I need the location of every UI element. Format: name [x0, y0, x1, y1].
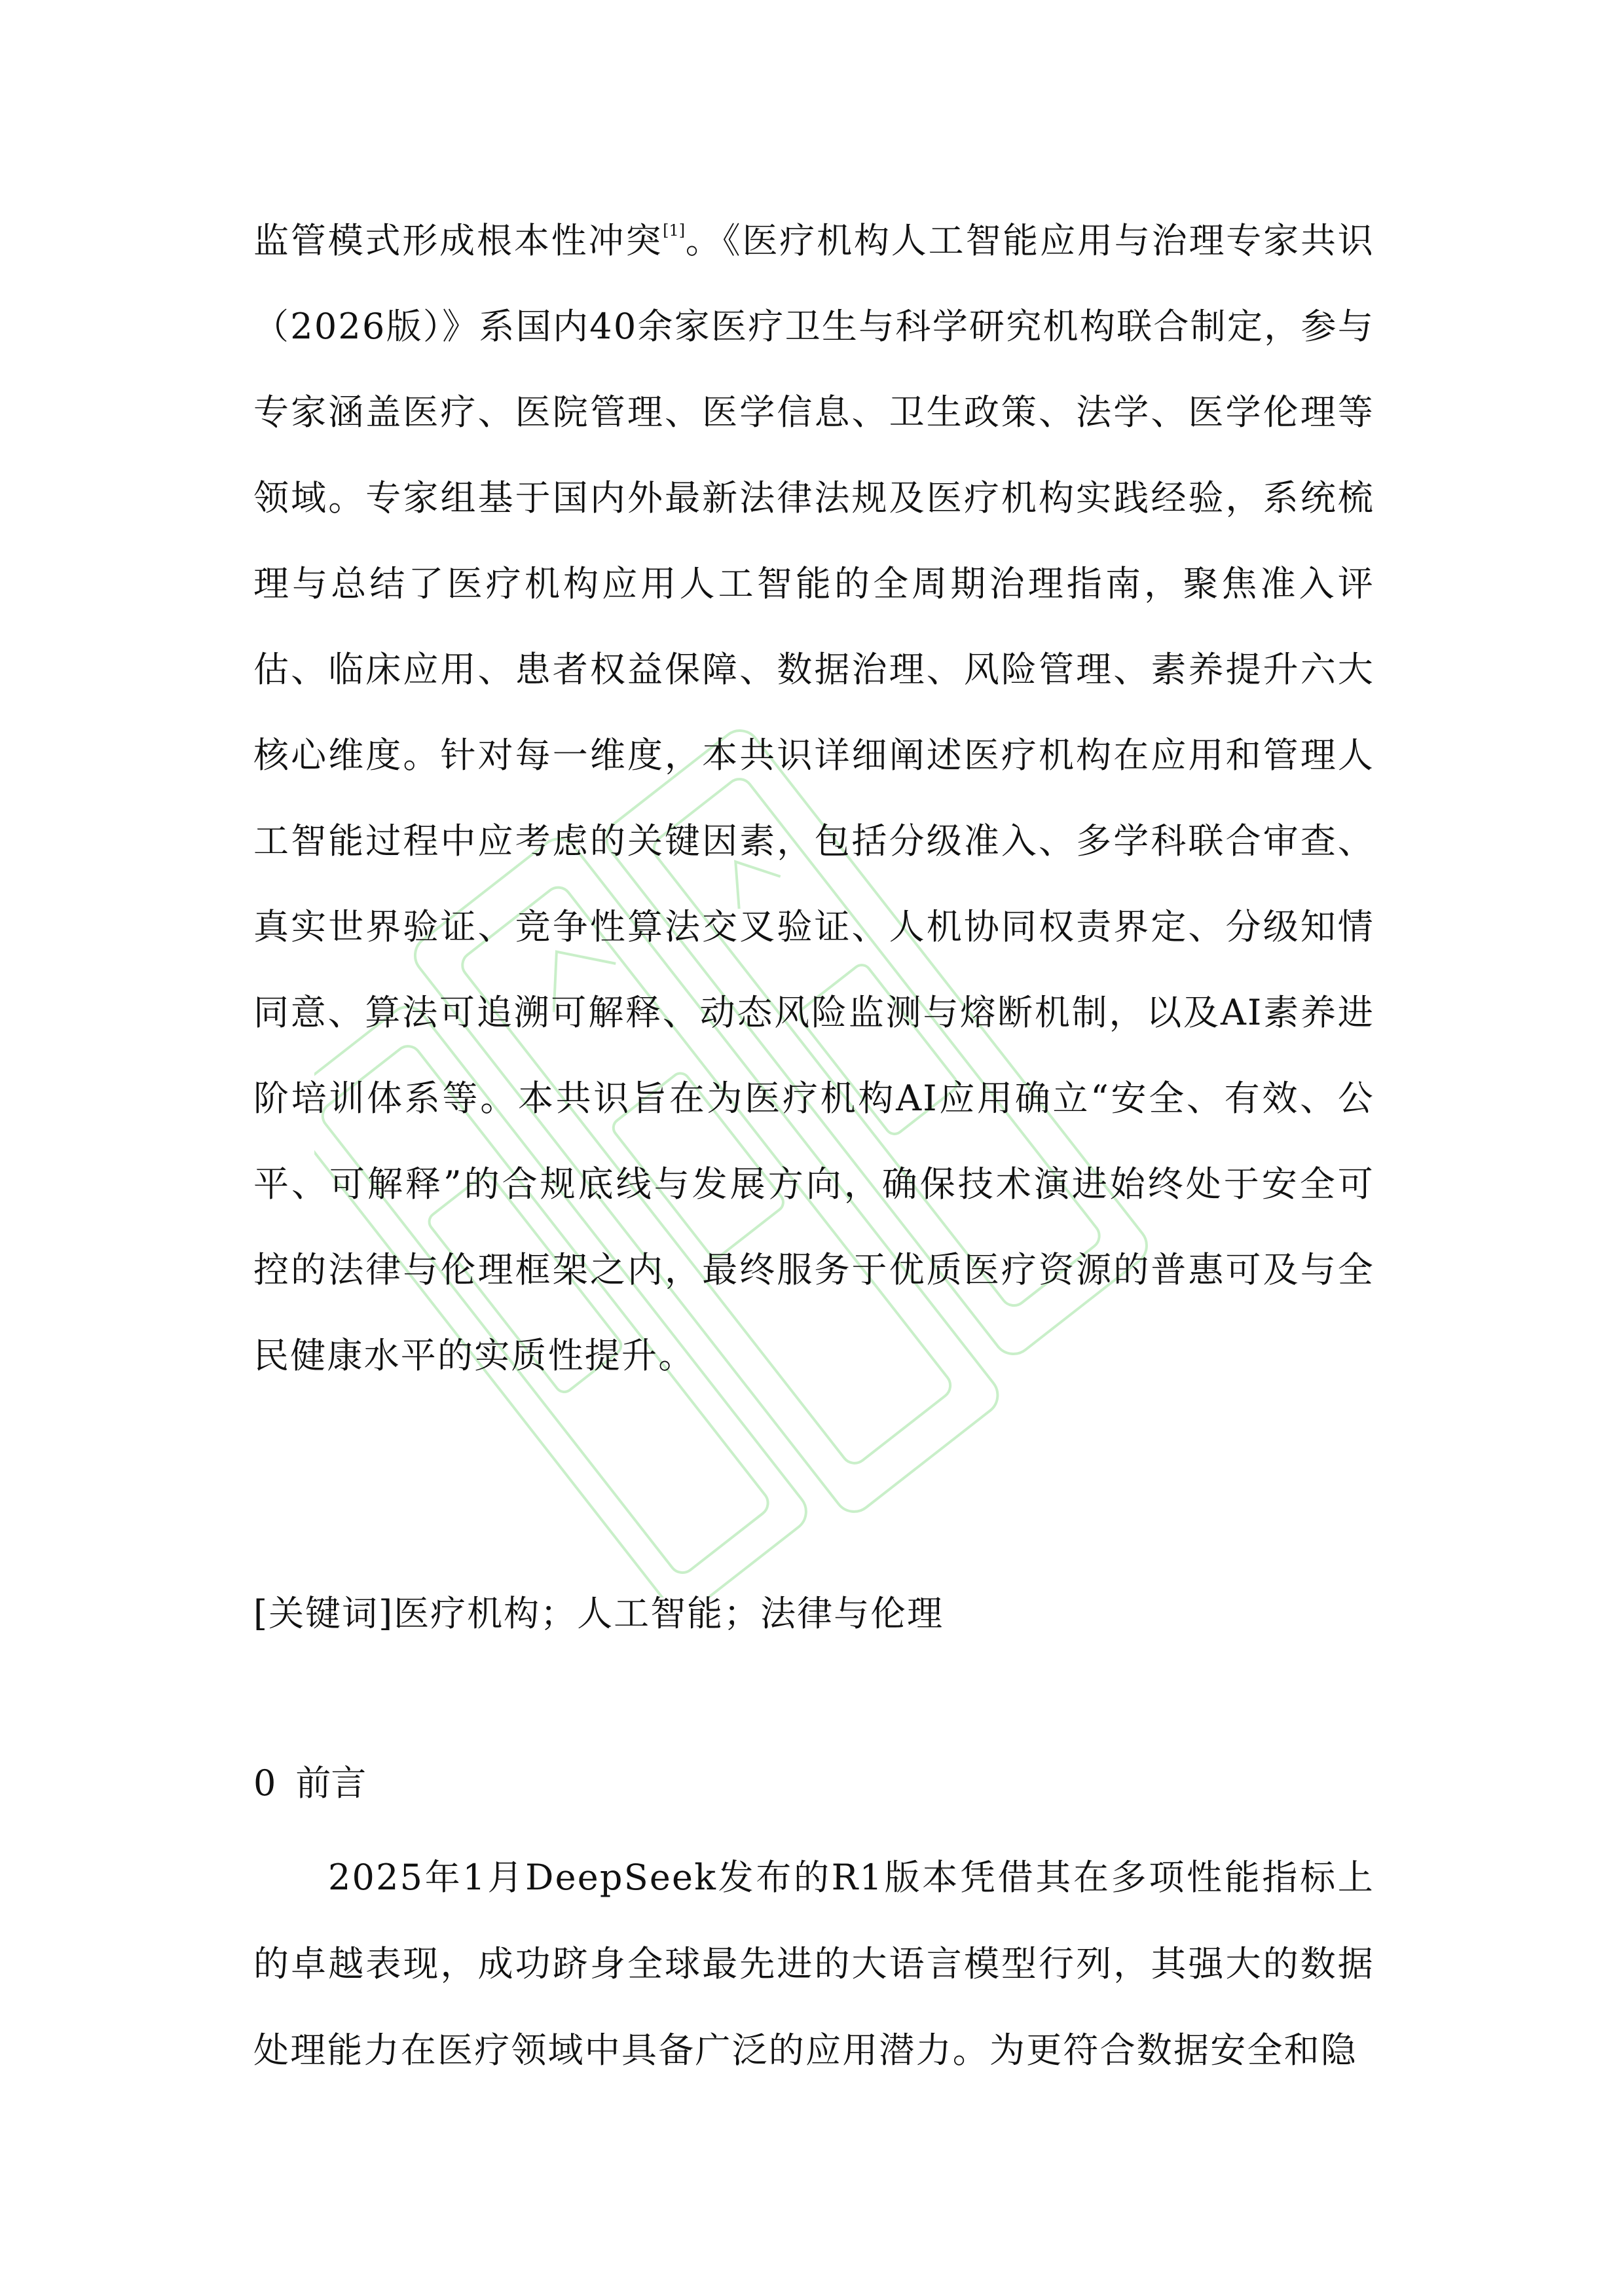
citation-reference[interactable]: [1] [663, 221, 686, 240]
section-number: 0 [253, 1762, 276, 1804]
abstract-paragraph [253, 198, 1375, 1398]
abstract-text-before-citation: 监管模式形成根本性冲突 [253, 220, 663, 261]
section-heading [253, 1740, 366, 1826]
keywords-text: [关键词]医疗机构；人工智能；法律与伦理 [253, 1593, 944, 1634]
section-title: 前言 [295, 1762, 367, 1804]
document-page [253, 198, 1375, 2071]
keywords-line [253, 1571, 944, 1656]
body-paragraph: 2025年1月DeepSeek发布的R1版本凭借其在多项性能指标上的卓越表现，成功跻身全球最先进的大语言模型行列，其强大的数据处理能力在医疗领域中具备广泛的应用潜力。为更符合数据安全和隐 [253, 1857, 1375, 2071]
abstract-text-after-citation: 。《医疗机构人工智能应用与治理专家共识（2026版）》系国内40余家医疗卫生与科学研究机构联合制定，参与专家涵盖医疗、医院管理、医学信息、卫生政策、法学、医学伦理等领域。专家组基于国内外最新法律法规及医疗机构实践经验，系统梳理与总结了医疗机构应用人工智能的全周期治理指南，聚焦准入评估、临床应用、患者权益保障、数据治理、风险管理、素养提升六大核心维度。针对每一维度，本共识详细阐述医疗机构在应用和管理人工智能过程中应考虑的关键因素，包括分级准入、多学科联合审查、真实世界验证、竞争性算法交叉验证、人机协同权责界定、分级知情同意、算法可追溯可解释、动态风险监测与熔断机制，以及AI素养进阶培训体系等。本共识旨在为医疗机构AI应用确立“安全、有效、公平、可解释”的合规底线与发展方向，确保技术演进始终处于安全可控的法律与伦理框架之内，最终服务于优质医疗资源的普惠可及与全民健康水平的实质性提升。 [253, 220, 1375, 1376]
